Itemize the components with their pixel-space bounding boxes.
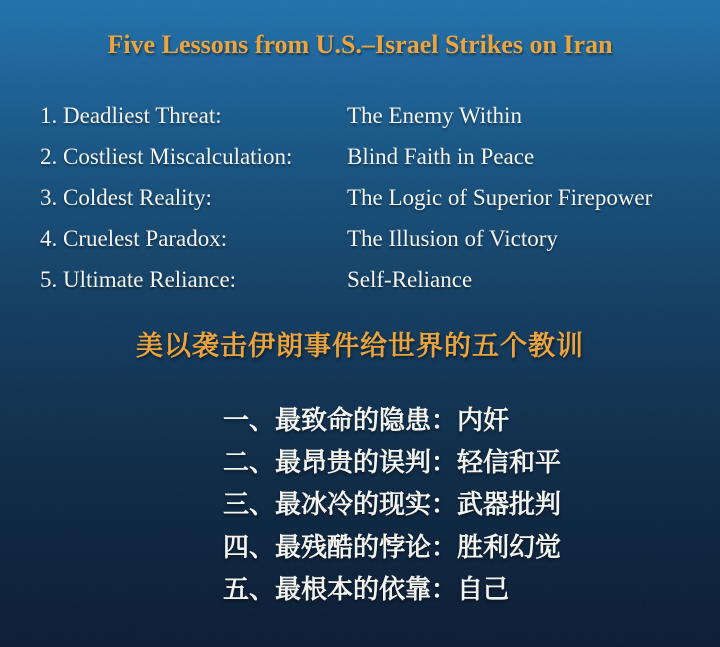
lesson-label: 3. Coldest Reality:: [40, 184, 212, 210]
lesson-label: 4. Cruelest Paradox:: [40, 225, 228, 251]
lesson-row-en-4: [40, 218, 710, 259]
lesson-value: 自己: [457, 574, 510, 604]
lesson-row-zh-5: [223, 566, 561, 608]
lesson-row-en-3: [40, 177, 710, 218]
lessons-list-english: [40, 95, 710, 300]
lesson-row-en-1: [40, 95, 710, 136]
lesson-value: The Logic of Superior Firepower: [347, 184, 653, 210]
lesson-label: 二、最昂贵的误判：: [223, 447, 458, 477]
lesson-value: 胜利幻觉: [457, 532, 562, 562]
lesson-value: The Illusion of Victory: [347, 225, 558, 251]
lesson-label: 五、最根本的依靠：: [223, 574, 458, 604]
lesson-value: The Enemy Within: [347, 102, 522, 128]
lesson-label: 1. Deadliest Threat:: [40, 102, 222, 128]
lesson-value: Self-Reliance: [347, 266, 473, 292]
lesson-value: 轻信和平: [457, 447, 562, 477]
slide-title-chinese: 美以袭击伊朗事件给世界的五个教训: [136, 331, 584, 361]
lesson-label: 一、最致命的隐患：: [223, 405, 458, 435]
lesson-label: 三、最冰冷的现实：: [223, 490, 458, 520]
lesson-value: Blind Faith in Peace: [347, 143, 535, 169]
lesson-value: 内奸: [457, 405, 510, 435]
lesson-row-en-2: [40, 136, 710, 177]
lesson-row-zh-3: [223, 482, 561, 524]
lesson-row-en-5: [40, 259, 710, 300]
lessons-list-chinese: [223, 397, 561, 608]
lesson-label: 2. Costliest Miscalculation:: [40, 143, 293, 169]
lesson-row-zh-2: [223, 439, 561, 481]
lesson-value: 武器批判: [457, 490, 562, 520]
lesson-label: 5. Ultimate Reliance:: [40, 266, 237, 292]
lesson-row-zh-4: [223, 524, 561, 566]
slide-title-english: Five Lessons from U.S.–Israel Strikes on Iran: [107, 30, 613, 59]
lesson-row-zh-1: [223, 397, 561, 439]
lesson-label: 四、最残酷的悖论：: [223, 532, 458, 562]
